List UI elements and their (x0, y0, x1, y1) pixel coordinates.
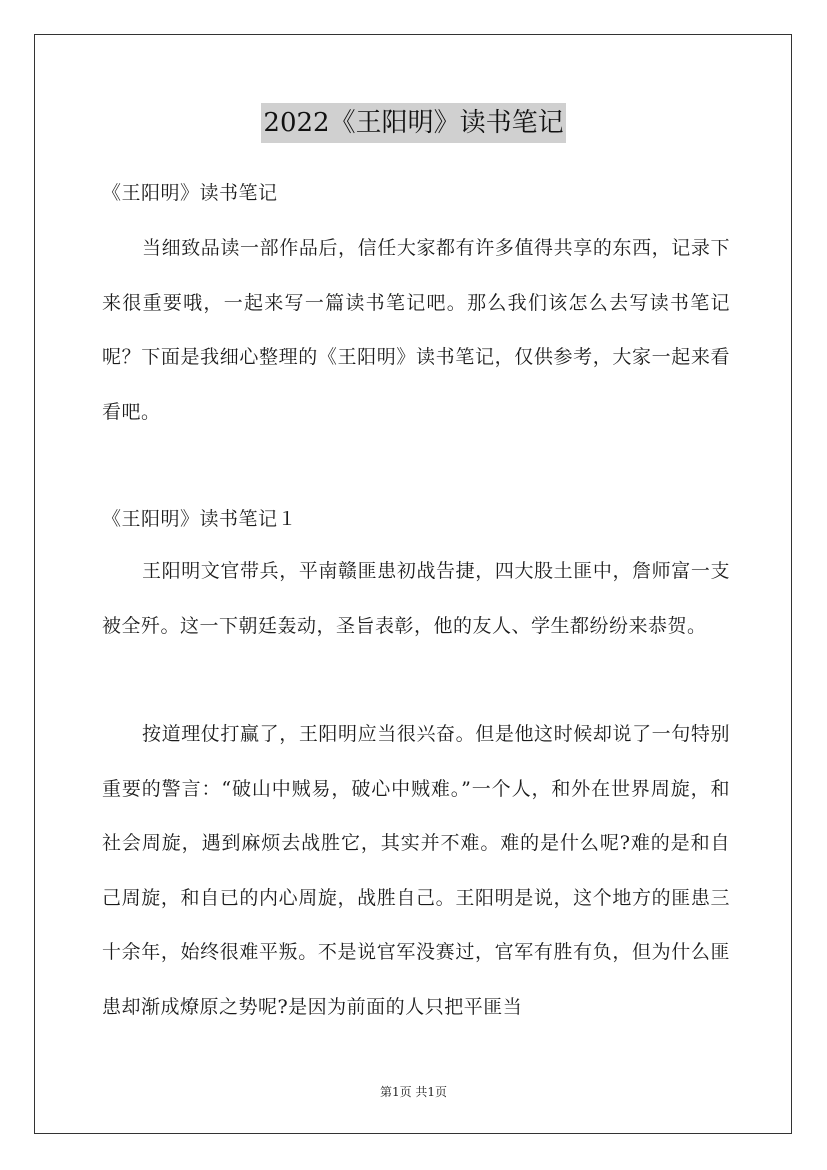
title-container (0, 103, 827, 143)
note1-paragraph-1: 王阳明文官带兵，平南赣匪患初战告捷，四大股土匪中，詹师富一支被全歼。这一下朝廷轰动，圣旨表彰，他的友人、学生都纷纷来恭贺。 (102, 560, 730, 637)
note1-paragraph-2: 按道理仗打赢了，王阳明应当很兴奋。但是他这时候却说了一句特别重要的警言：“破山中贼易，破心中贼难。”一个人，和外在世界周旋，和社会周旋，遇到麻烦去战胜它，其实并不难。难的是什么呢?难的是和自己周旋，和自已的内心周旋，战胜自己。王阳明是说，这个地方的匪患三十余年，始终很难平叛。不是说官军没赛过，官军有胜有负，但为什么匪患却渐成燎原之势呢?是因为前面的人只把平匪当 (102, 723, 730, 1018)
note1-heading: 《王阳明》读书笔记１ (102, 508, 298, 530)
page-footer: 第1页 共1页 (379, 1085, 448, 1099)
section-heading: 《王阳明》读书笔记 (102, 182, 278, 204)
document-title: 2022《王阳明》读书笔记 (261, 103, 565, 143)
intro-paragraph: 当细致品读一部作品后，信任大家都有许多值得共享的东西，记录下来很重要哦，一起来写一篇读书笔记吧。那么我们该怎么去写读书笔记呢？下面是我细心整理的《王阳明》读书笔记，仅供参考，大家一起来看看吧。 (102, 237, 730, 423)
